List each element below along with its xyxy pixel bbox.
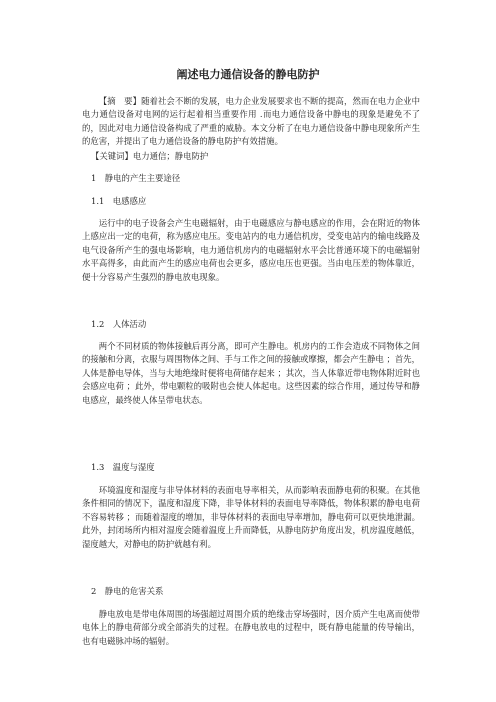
section-1-3-paragraph: 环境温度和湿度与非导体材料的表面电导率相关，从而影响表面静电荷的积聚。在其他条件相同的情况下，温度和湿度下降，非导体材料的表面电导率降低，物体积累的静电电荷不容易转移 ；而随着湿度的增加，非导体材料的表面电导率增加，静电荷可以更快地泄漏。此外，封闭场所内相对湿度会随着温度上升而降低，从静电防护角度出发，机房温度越低，湿度越大，对静电的防护就越有利。 (82, 485, 420, 549)
section-heading-1-3: 1.3 温度与湿度 (91, 462, 155, 472)
section-1-2-paragraph: 两个不同材质的物体接触后再分离，即可产生静电。机房内的工作会造成不同物体之间的接触和分离，衣服与周围物体之间、手与工作之间的接触或摩擦，都会产生静电 ；首先，人体是静电导体，当与大地绝缘时便将电荷储存起来 ；其次，当人体靠近带电物体附近时也会感应电荷 ；此外，带电颗粒的吸附也会使人体起电。这些因素的综合作用，通过传导和静电感应，最终使人体呈带电状态。 (82, 341, 420, 405)
section-1-1-paragraph: 运行中的电子设备会产生电磁辐射，由于电磁感应与静电感应的作用，会在附近的物体上感应出一定的电荷，称为感应电压。变电站内的电力通信机房，受变电站内的输电线路及电气设备所产生的强电场影响，电力通信机房内的电磁辐射水平会比普通环境下的电磁辐射水平高得多，由此而产生的感应电荷也会更多，感应电压也更强。当由电压差的物体靠近，便十分容易产生强烈的静电放电现象。 (82, 218, 420, 282)
section-heading-2: 2 静电的危害关系 (91, 586, 164, 596)
document-title: 阐述电力通信设备的静电防护 (176, 68, 320, 81)
section-heading-1-1: 1.1 电感感应 (91, 196, 147, 206)
keywords-line: 【关键词】电力通信；静电防护 (91, 151, 209, 161)
section-heading-1-2: 1.2 人体活动 (91, 319, 147, 329)
section-2-paragraph: 静电放电是带电体周围的场强超过周围介质的绝缘击穿场强时，因介质产生电离而使带电体上的静电荷部分或全部消失的过程。在静电放电的过程中，既有静电能量的传导输出，也有电磁脉冲场的辐射。 (82, 609, 420, 646)
abstract-paragraph: 【摘 要】随着社会不断的发展，电力企业发展要求也不断的提高，然而在电力企业中电力通信设备对电网的运行起着相当重要作用 .而电力通信设备中静电的现象是避免不了的，因此对电力通信设备构成了严重的威胁。本文分析了在电力通信设备中静电现象所产生的危害，并提出了电力通信设备的静电防护有效措施。 (82, 96, 420, 147)
section-heading-1: 1 静电的产生主要途径 (91, 173, 181, 183)
